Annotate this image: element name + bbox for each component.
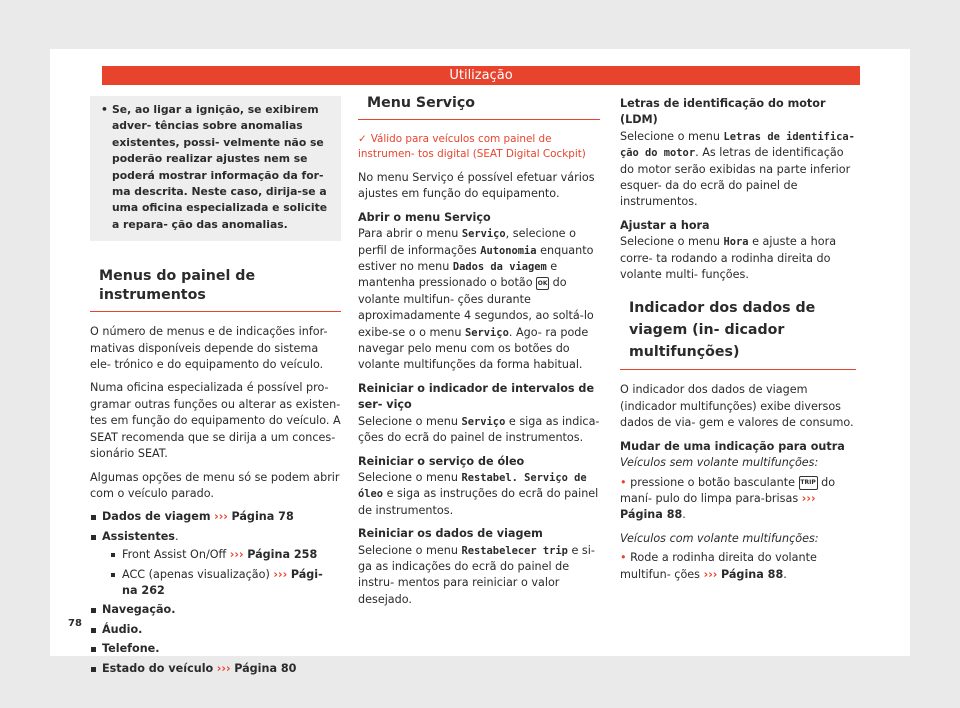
clock-text: Selecione o menu Hora e ajuste a hora corre- ta rodando a rodinha direita do volante multi- funções.	[620, 235, 837, 282]
clock-heading: Ajustar a hora	[620, 218, 710, 232]
trip-intro: O indicador dos dados de viagem (indicador multifunções) exibe diversos dados de via- gem e valores de consumo.	[620, 383, 854, 430]
column-left	[90, 96, 341, 680]
check-icon: ✓	[358, 133, 367, 145]
warning-bullet: •	[101, 103, 108, 116]
page-link[interactable]: Página 88	[720, 567, 784, 581]
reset-interval-heading: Reiniciar o indicador de intervalos de ser- viço	[358, 381, 595, 412]
reset-trip-heading: Reiniciar os dados de viagem	[358, 527, 543, 541]
menus-paragraph-1: O número de menus e de indicações infor- mativas disponíveis depende do sistema ele- trónico e do equipamento do veículo.	[90, 325, 328, 372]
list-item: Estado do veículo ››› Página 80	[90, 661, 341, 677]
warning-text: Se, ao ligar a ignição, se exibirem adver- tências sobre anomalias existentes, possi- velmente não se poderão realizar ajustes nem se poderá mostrar informação da for- ma descrita. Neste caso, dirija-se a uma oficina especializada e solicite a repara- ção das anomalias.	[112, 103, 328, 231]
no-mf-text: • pressione o botão basculante TRIP do maní- pulo do limpa para-brisas ››› Página 88.	[620, 475, 836, 522]
menus-paragraph-3: Algumas opções de menu só se podem abrir com o veículo parado.	[90, 470, 340, 500]
open-service-heading: Abrir o menu Serviço	[358, 210, 491, 224]
bullet-icon: •	[620, 475, 627, 489]
reset-oil-heading: Reiniciar o serviço de óleo	[358, 454, 525, 468]
list-item: Front Assist On/Off ››› Página 258	[110, 547, 341, 563]
bullet-icon: •	[620, 551, 627, 565]
with-mf-text: • Rode a rodinha direita do volante multifun- ções ››› Página 88.	[620, 551, 817, 581]
link-arrow: ›››	[273, 567, 288, 581]
column-middle	[358, 96, 600, 615]
list-item: Áudio.	[90, 622, 341, 638]
trip-title: Indicador dos dados de viagem (in- dicador multifunções)	[620, 297, 856, 370]
service-intro: No menu Serviço é possível efetuar vários ajustes em função do equipamento.	[358, 171, 595, 201]
trip-button-icon: TRIP	[799, 476, 818, 490]
column-right	[620, 96, 856, 590]
link-arrow: ›››	[229, 548, 244, 562]
link-arrow: ›››	[703, 567, 718, 581]
section-header: Utilização	[102, 66, 860, 85]
reset-interval-text: Selecione o menu Serviço e siga as indica- ções do ecrã do painel de instrumentos.	[358, 414, 600, 445]
service-title: Menu Serviço	[358, 94, 600, 120]
reset-trip-text: Selecione o menu Restabelecer trip e si- ga as indicações do ecrã do painel de instru- mentos para reiniciar o valor desejado.	[358, 543, 595, 606]
list-item: Navegação.	[90, 602, 341, 618]
reset-oil-text: Selecione o menu Restabel. Serviço de óleo e siga as instruções do ecrã do painel de instrumentos.	[358, 470, 599, 517]
link-arrow: ›››	[214, 510, 228, 524]
engine-heading: Letras de identificação do motor (LDM)	[620, 97, 826, 127]
page-link[interactable]: Página 88	[620, 508, 683, 522]
warning-box	[90, 96, 341, 241]
open-service-text: Para abrir o menu Serviço, selecione o perfil de informações Autonomia enquanto estiver no menu Dados da viagem e mantenha pressionado o botão OK do volante multifun- ções durante aproximadamente 4 segundos, ao soltá-lo exibe-se o o menu Serviço. Ago- ra pode navegar pelo menu com os botões do volante multifunções da forma habitual.	[358, 227, 594, 372]
change-heading: Mudar de uma indicação para outra	[620, 439, 845, 453]
list-item: Dados de viagem ››› Página 78	[90, 509, 341, 525]
menus-paragraph-2: Numa oficina especializada é possível pro- gramar outras funções ou alterar as existen- tes em função do equipamento do veículo. A SEAT recomenda que se dirija a um conces- sionário SEAT.	[90, 381, 341, 461]
page-link[interactable]: Página 78	[231, 510, 294, 524]
list-item: Assistentes. Front Assist On/Off ››› Página 258 ACC (apenas visualização) ››› Pági- na 262	[90, 529, 341, 600]
no-mf-label: Veículos sem volante multifunções:	[620, 456, 819, 470]
page-link[interactable]: Página 258	[247, 548, 318, 562]
engine-text: Selecione o menu Letras de identifica- ção do motor. As letras de identificação do motor serão exibidas na parte inferior esquer- da do ecrã do painel de instrumentos.	[620, 129, 855, 209]
page-number: 78	[68, 618, 82, 629]
assistants-sublist	[110, 547, 341, 599]
page-link[interactable]: Página 80	[234, 661, 297, 675]
validity-note: ✓ Válido para veículos com painel de instrumen- tos digital (SEAT Digital Cockpit)	[358, 133, 586, 160]
page-link[interactable]: Pági- na 262	[122, 567, 323, 597]
menus-title: Menus do painel de instrumentos	[90, 267, 341, 312]
list-item: Telefone.	[90, 641, 341, 657]
ok-button-icon: OK	[536, 277, 549, 290]
menu-list	[90, 509, 341, 677]
link-arrow: ›››	[801, 491, 816, 505]
link-arrow: ›››	[216, 661, 231, 675]
list-item: ACC (apenas visualização) ››› Pági- na 262	[110, 567, 341, 600]
with-mf-label: Veículos com volante multifunções:	[620, 531, 819, 545]
